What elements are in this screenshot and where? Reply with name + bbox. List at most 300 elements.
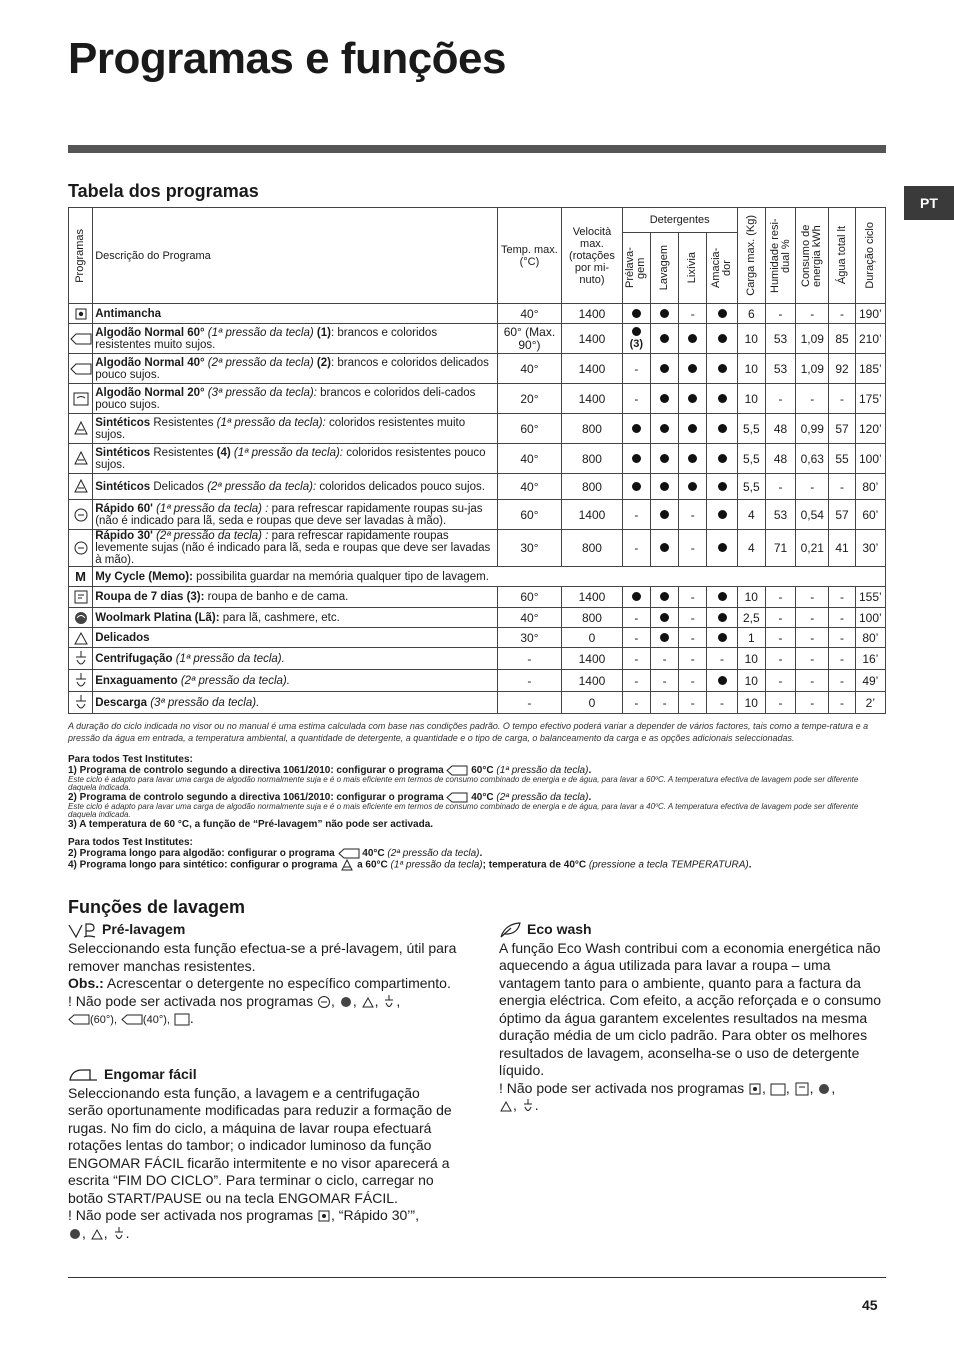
- cell-speed: 800: [562, 444, 623, 474]
- cell-ama: [707, 628, 737, 648]
- note-2b: 2) Programa longo para algodão: configurar o programa 40°C (2ª pressão da tecla).: [68, 848, 483, 860]
- cell-lix: [679, 324, 707, 354]
- cell-temp: 40°: [497, 444, 562, 474]
- cell-pre: [622, 587, 650, 608]
- table-row: [69, 608, 886, 628]
- col-detergentes: Detergentes: [622, 208, 737, 233]
- cell-dur: 190’: [855, 304, 885, 324]
- dot-mark: [632, 592, 641, 601]
- cell-speed: 1400: [562, 354, 623, 384]
- cell-agua: -: [829, 304, 855, 324]
- cell-ama: [707, 414, 737, 444]
- prewash-icon: [68, 921, 96, 939]
- dot-mark: [660, 543, 669, 552]
- cell-speed: 1400: [562, 500, 623, 530]
- engomar-warning: ! Não pode ser activada nos programas , “Rápido 30’”, , , .: [68, 1207, 419, 1241]
- program-description: Algodão Normal 40° (2ª pressão da tecla) (2): brancos e coloridos delicados pouco sujos.: [93, 354, 497, 384]
- ecowash-text: A função Eco Wash contribui com a economia energética não aquecendo a água utilizada para lavar a roupa – uma vantagem tanto para o ambiente, quanto para a factura da energia eléctrica. Com efeito, a acção reforçada e o consumo óptimo da água garantem excelentes resultados na mesma duração média de um ciclo padrão. Para obter os melhores resultados de lavagem, aconselha-se o uso de detergente líquido.: [499, 939, 882, 1078]
- program-description: Sintéticos Resistentes (4) (1ª pressão da tecla): coloridos resistentes pouco sujos.: [93, 444, 497, 474]
- dot-mark: [660, 364, 669, 373]
- cell-hum: -: [765, 304, 795, 324]
- cell-dur: 80’: [855, 628, 885, 648]
- cell-pre: -: [622, 354, 650, 384]
- cell-pre: -: [622, 670, 650, 692]
- cell-agua: -: [829, 384, 855, 414]
- cell-carga: 2,5: [737, 608, 765, 628]
- program-description: Rápido 60' (1ª pressão da tecla) : para refrescar rapidamente roupas su-jas (não é indicado para lã, seda e roupas que deve ser lavadas à mão).: [93, 500, 497, 530]
- col-lixivia: Lixívia: [679, 233, 707, 304]
- prelavagem-obs: Obs.: Acrescentar o detergente no específico compartimento.: [68, 975, 451, 991]
- spin-icon: [382, 994, 396, 1010]
- col-carga: Carga max. (Kg): [737, 208, 765, 304]
- function-ecowash: [499, 921, 887, 1115]
- cell-lix: [679, 474, 707, 500]
- cell-hum: -: [765, 384, 795, 414]
- dot-mark: [660, 309, 669, 318]
- col-lavagem: Lavagem: [650, 233, 678, 304]
- cell-dur: 175’: [855, 384, 885, 414]
- cell-temp: 40°: [497, 304, 562, 324]
- title-divider: [68, 145, 886, 153]
- cell-pre: [622, 444, 650, 474]
- program-description: Sintéticos Resistentes (1ª pressão da tecla): coloridos resistentes muito sujos.: [93, 414, 497, 444]
- program-description: Woolmark Platina (Lã): para lã, cashmere, etc.: [93, 608, 497, 628]
- cell-ama: [707, 444, 737, 474]
- dot-mark: [718, 613, 727, 622]
- cell-dur: 100’: [855, 608, 885, 628]
- ecowash-warning: ! Não pode ser activada nos programas , , , , , .: [499, 1079, 836, 1113]
- table-row: [69, 474, 886, 500]
- cell-agua: 55: [829, 444, 855, 474]
- functions-heading: Funções de lavagem: [68, 897, 246, 917]
- col-consumo: Consumo de energia kWh: [796, 208, 829, 304]
- cell-hum: -: [765, 587, 795, 608]
- cell-hum: 48: [765, 444, 795, 474]
- cell-lav: -: [650, 670, 678, 692]
- dot-mark: [632, 327, 641, 336]
- cell-pre: -: [622, 628, 650, 648]
- cell-pre: -: [622, 648, 650, 670]
- wool-icon: [68, 1227, 82, 1241]
- dot-mark: [718, 482, 727, 491]
- dot-mark: [718, 592, 727, 601]
- cell-hum: -: [765, 692, 795, 714]
- cell-dur: 155’: [855, 587, 885, 608]
- cell-carga: 5,5: [737, 414, 765, 444]
- note-1: 1) Programa de controlo segundo a directiva 1061/2010: configurar o programa 60°C (1ª pressão da tecla).: [68, 765, 592, 777]
- cell-hum: 71: [765, 530, 795, 567]
- cell-carga: 10: [737, 587, 765, 608]
- program-description: My Cycle (Memo): possibilita guardar na memória qualquer tipo de lavagem.: [93, 567, 886, 587]
- cell-cons: 0,63: [796, 444, 829, 474]
- cell-ama: [707, 474, 737, 500]
- cell-lix: -: [679, 648, 707, 670]
- prelavagem-title: Pré-lavagem: [102, 921, 186, 938]
- cell-ama: [707, 354, 737, 384]
- cell-agua: 57: [829, 500, 855, 530]
- cell-agua: 41: [829, 530, 855, 567]
- cell-speed: 1400: [562, 670, 623, 692]
- wool-icon: [817, 1082, 831, 1096]
- cell-lix: [679, 354, 707, 384]
- cell-dur: 210’: [855, 324, 885, 354]
- cell-carga: 4: [737, 530, 765, 567]
- cell-temp: 30°: [497, 530, 562, 567]
- cell-ama: [707, 530, 737, 567]
- 7days-icon: [69, 587, 93, 608]
- cell-dur: 16’: [855, 648, 885, 670]
- cell-cons: -: [796, 670, 829, 692]
- cell-speed: 1400: [562, 384, 623, 414]
- cell-dur: 100’: [855, 444, 885, 474]
- cell-carga: 10: [737, 384, 765, 414]
- cell-cons: 1,09: [796, 354, 829, 384]
- cell-temp: 40°: [497, 608, 562, 628]
- cell-cons: 0,99: [796, 414, 829, 444]
- cell-temp: 40°: [497, 474, 562, 500]
- cell-ama: [707, 500, 737, 530]
- program-description: Centrifugação (1ª pressão da tecla).: [93, 648, 497, 670]
- cell-lix: -: [679, 587, 707, 608]
- function-prelavagem: [68, 921, 458, 1030]
- footer-divider: [68, 1277, 886, 1278]
- dot-mark: [718, 309, 727, 318]
- dot-mark: [632, 309, 641, 318]
- cell-dur: 2’: [855, 692, 885, 714]
- ecowash-title: Eco wash: [527, 921, 592, 937]
- cell-cons: 0,54: [796, 500, 829, 530]
- cell-dur: 49’: [855, 670, 885, 692]
- program-description: Rápido 30' (2ª pressão da tecla) : para refrescar rapidamente roupas levemente sujas (não é indicado para lã, seda e roupas que deve ser lavadas à mão).: [93, 530, 497, 567]
- dot-mark: [660, 334, 669, 343]
- dot-mark: [688, 482, 697, 491]
- table-row: [69, 670, 886, 692]
- program-description: Algodão Normal 60° (1ª pressão da tecla) (1): brancos e coloridos resistentes muito sujos.: [93, 324, 497, 354]
- note-1-detail: Este ciclo é adapto para lavar uma carga de algodão normalmente suja e é o mais eficiente em termos de consumo combinado de energia e de água, para lavar a 60ºC. A temperatura efectiva de lavagem pode ser diferente daquela indicada.: [68, 775, 859, 793]
- col-humidade: Humidade resi-dual %: [765, 208, 795, 304]
- dot-mark: [660, 613, 669, 622]
- memo-icon: M: [69, 567, 93, 587]
- cell-cons: -: [796, 628, 829, 648]
- cell-ama: -: [707, 692, 737, 714]
- table-row: [69, 587, 886, 608]
- cell-pre: [622, 304, 650, 324]
- rapid-icon: [317, 995, 331, 1009]
- cell-lix: [679, 414, 707, 444]
- dot-mark: [718, 543, 727, 552]
- wool-icon: [339, 995, 353, 1009]
- cell-temp: 60°: [497, 500, 562, 530]
- table-row: [69, 444, 886, 474]
- table-row: [69, 354, 886, 384]
- cell-pre: (3): [622, 324, 650, 354]
- cell-agua: -: [829, 628, 855, 648]
- stain-icon: [317, 1209, 331, 1223]
- table-row: [69, 628, 886, 648]
- dot-mark: [718, 394, 727, 403]
- programs-table: [68, 207, 886, 714]
- cell-carga: 5,5: [737, 444, 765, 474]
- page-number: 45: [862, 1297, 878, 1313]
- function-engomar: [68, 1066, 458, 1242]
- program-description: Algodão Normal 20° (3ª pressão da tecla): brancos e coloridos deli-cados pouco sujos.: [93, 384, 497, 414]
- cell-dur: 60’: [855, 500, 885, 530]
- cell-carga: 5,5: [737, 474, 765, 500]
- synthetics-icon: [340, 859, 354, 871]
- cell-hum: -: [765, 648, 795, 670]
- delicate-icon: [499, 1099, 513, 1113]
- dot-mark: [688, 334, 697, 343]
- cell-hum: -: [765, 608, 795, 628]
- prelavagem-warning: ! Não pode ser activada nos programas , , , , (60°), (40°), .: [68, 992, 401, 1026]
- cell-agua: -: [829, 692, 855, 714]
- cell-lix: -: [679, 304, 707, 324]
- synthetics-icon: [69, 444, 93, 474]
- cell-cons: -: [796, 304, 829, 324]
- cell-lav: [650, 354, 678, 384]
- cell-temp: 20°: [497, 384, 562, 414]
- cell-lav: [650, 587, 678, 608]
- notes-header-1: Para todos Test Institutes:: [68, 754, 193, 765]
- cell-lav: [650, 474, 678, 500]
- cell-hum: -: [765, 628, 795, 648]
- cell-pre: [622, 474, 650, 500]
- cell-agua: 92: [829, 354, 855, 384]
- stain-icon: [69, 304, 93, 324]
- cell-ama: [707, 670, 737, 692]
- table-row: [69, 567, 886, 587]
- col-duracao: Duração ciclo: [855, 208, 885, 304]
- cell-cons: -: [796, 474, 829, 500]
- synthetics-icon: [69, 414, 93, 444]
- cell-lix: -: [679, 628, 707, 648]
- cell-temp: -: [497, 648, 562, 670]
- cell-ama: [707, 587, 737, 608]
- language-tab: PT: [904, 186, 954, 220]
- cell-hum: 53: [765, 324, 795, 354]
- cell-agua: -: [829, 608, 855, 628]
- cotton-20-icon: [174, 1012, 190, 1026]
- dot-mark: [688, 364, 697, 373]
- program-description: Antimancha: [93, 304, 497, 324]
- cell-agua: -: [829, 587, 855, 608]
- cell-speed: 1400: [562, 324, 623, 354]
- delicate-icon: [69, 628, 93, 648]
- cell-speed: 800: [562, 474, 623, 500]
- dot-mark: [660, 424, 669, 433]
- program-description: Roupa de 7 dias (3): roupa de banho e de cama.: [93, 587, 497, 608]
- cell-dur: 185’: [855, 354, 885, 384]
- dot-mark: [632, 424, 641, 433]
- dot-mark: [632, 454, 641, 463]
- cell-agua: -: [829, 474, 855, 500]
- table-row: [69, 648, 886, 670]
- cell-speed: 800: [562, 608, 623, 628]
- table-row: [69, 692, 886, 714]
- cell-ama: [707, 304, 737, 324]
- col-prelavagem: Prélava-gem: [622, 233, 650, 304]
- spin-icon: [112, 1226, 126, 1242]
- cotton-20-icon: [69, 384, 93, 414]
- cell-lav: [650, 324, 678, 354]
- cell-temp: 60°: [497, 414, 562, 444]
- cell-lav: [650, 628, 678, 648]
- cotton-tub-icon: [338, 848, 360, 859]
- cell-dur: 30’: [855, 530, 885, 567]
- cell-carga: 10: [737, 354, 765, 384]
- leaf-icon: [499, 922, 521, 938]
- dot-mark: [660, 510, 669, 519]
- prelavagem-text: Seleccionando esta função efectua-se a pré-lavagem, útil para remover manchas resistentes.: [68, 940, 457, 974]
- cotton-tub-icon: [121, 1014, 143, 1025]
- cell-cons: -: [796, 384, 829, 414]
- cell-pre: -: [622, 608, 650, 628]
- table-row: [69, 500, 886, 530]
- page-title: Programas e funções: [68, 34, 506, 83]
- dot-mark: [718, 510, 727, 519]
- cell-speed: 800: [562, 414, 623, 444]
- cell-lav: [650, 384, 678, 414]
- engomar-text: Seleccionando esta função, a lavagem e a centrifugação serão oportunamente modificadas para reduzir a formação de rugas. No fim do ciclo, a máquina de lavar roupa efectuará rotações lentas do tambor; o indicador luminoso da função ENGOMAR FÁCIL ficarão intermitente e no visor aparecerá a escrita “FIM DO CICLO”. Para terminar o ciclo, carregar no botão START/PAUSE ou na tecla ENGOMAR FÁCIL.: [68, 1084, 452, 1206]
- stain-icon: [748, 1082, 762, 1096]
- dot-mark: [718, 424, 727, 433]
- cell-lix: [679, 444, 707, 474]
- note-2: 2) Programa de controlo segundo a directiva 1061/2010: configurar o programa 40°C (2ª pressão da tecla).: [68, 792, 592, 804]
- table-row: [69, 384, 886, 414]
- cell-ama: [707, 384, 737, 414]
- col-agua: Água total lt: [829, 208, 855, 304]
- 7days-icon: [794, 1082, 810, 1096]
- cell-lav: [650, 530, 678, 567]
- cell-speed: 0: [562, 628, 623, 648]
- cell-lav: [650, 444, 678, 474]
- cell-hum: 53: [765, 354, 795, 384]
- dot-mark: [660, 592, 669, 601]
- cell-agua: 85: [829, 324, 855, 354]
- dot-mark: [632, 482, 641, 491]
- cell-hum: 53: [765, 500, 795, 530]
- col-amaciador: Amacia-dor: [707, 233, 737, 304]
- cell-temp: 30°: [497, 628, 562, 648]
- spin-icon: [521, 1098, 535, 1114]
- cell-temp: 60°: [497, 587, 562, 608]
- cell-cons: -: [796, 587, 829, 608]
- cell-agua: 57: [829, 414, 855, 444]
- dot-mark: [660, 633, 669, 642]
- cell-pre: -: [622, 384, 650, 414]
- table-row: [69, 304, 886, 324]
- col-temp: Temp. max. (°C): [497, 208, 562, 304]
- cell-lix: -: [679, 692, 707, 714]
- table-row: [69, 324, 886, 354]
- rapid-icon: [69, 530, 93, 567]
- cell-hum: 48: [765, 414, 795, 444]
- dot-mark: [688, 454, 697, 463]
- test-institute-notes: [68, 754, 886, 871]
- cell-carga: 6: [737, 304, 765, 324]
- col-descricao: Descrição do Programa: [93, 208, 497, 304]
- cell-lix: [679, 384, 707, 414]
- cell-lav: [650, 500, 678, 530]
- iron-icon: [68, 1067, 98, 1083]
- spin-icon: [69, 648, 93, 670]
- program-description: Descarga (3ª pressão da tecla).: [93, 692, 497, 714]
- program-description: Sintéticos Delicados (2ª pressão da tecla): coloridos delicados pouco sujos.: [93, 474, 497, 500]
- cell-speed: 1400: [562, 587, 623, 608]
- cell-carga: 10: [737, 648, 765, 670]
- synthetics-icon: [69, 474, 93, 500]
- cell-lav: -: [650, 692, 678, 714]
- dot-mark: [660, 454, 669, 463]
- cell-lix: -: [679, 608, 707, 628]
- cell-temp: 40°: [497, 354, 562, 384]
- delicate-icon: [361, 995, 375, 1009]
- notes-header-2: Para todos Test Institutes:: [68, 837, 193, 849]
- cell-speed: 1400: [562, 304, 623, 324]
- cell-pre: -: [622, 692, 650, 714]
- cell-carga: 10: [737, 324, 765, 354]
- engomar-title: Engomar fácil: [104, 1066, 197, 1082]
- dot-mark: [660, 482, 669, 491]
- cell-lav: [650, 414, 678, 444]
- cell-lav: [650, 608, 678, 628]
- dot-mark: [660, 394, 669, 403]
- cell-speed: 800: [562, 530, 623, 567]
- cell-temp: -: [497, 670, 562, 692]
- cell-hum: -: [765, 670, 795, 692]
- cell-cons: -: [796, 648, 829, 670]
- cell-cons: -: [796, 608, 829, 628]
- cell-cons: -: [796, 692, 829, 714]
- delicate-icon: [90, 1227, 104, 1241]
- dot-mark: [688, 394, 697, 403]
- dot-mark: [718, 633, 727, 642]
- cell-carga: 1: [737, 628, 765, 648]
- table-heading: Tabela dos programas: [68, 181, 259, 201]
- dot-mark: [718, 676, 727, 685]
- cell-carga: 10: [737, 670, 765, 692]
- cotton-20-icon: [770, 1082, 786, 1096]
- col-programas: Programas: [69, 208, 93, 304]
- col-velocidade: Velocità max. (rotações por mi-nuto): [562, 208, 623, 304]
- table-row: [69, 414, 886, 444]
- cell-ama: [707, 324, 737, 354]
- dot-mark: [718, 454, 727, 463]
- cell-pre: [622, 414, 650, 444]
- cell-speed: 0: [562, 692, 623, 714]
- cell-carga: 10: [737, 692, 765, 714]
- cotton-tub-icon: [68, 1014, 90, 1025]
- table-footnote: A duração do ciclo indicada no visor ou no manual é uma estima calculada com base nas condições padrão. O tempo efectivo poderá variar a depender de vários factores, tais como a tempe-ratura e a pressão da água em entrada, a temperatura ambiental, a quantidade de detergente, a quantidade e o tipo de carga, o balanceamento da carga e as opções adicionais seleccionadas.: [68, 721, 869, 743]
- cell-lix: -: [679, 670, 707, 692]
- cell-lix: -: [679, 530, 707, 567]
- note-3: 3) A temperatura de 60 °C, a função de “Pré-lavagem” não pode ser activada.: [68, 819, 434, 831]
- dot-mark: [718, 364, 727, 373]
- cell-dur: 120’: [855, 414, 885, 444]
- cell-cons: 0,21: [796, 530, 829, 567]
- cell-temp: -: [497, 692, 562, 714]
- spin-icon: [69, 670, 93, 692]
- cell-dur: 80’: [855, 474, 885, 500]
- cell-cons: 1,09: [796, 324, 829, 354]
- cell-hum: -: [765, 474, 795, 500]
- table-row: [69, 530, 886, 567]
- program-description: Delicados: [93, 628, 497, 648]
- cell-carga: 4: [737, 500, 765, 530]
- cotton-tub-icon: [69, 354, 93, 384]
- note-4: 4) Programa longo para sintético: configurar o programa a 60°C (1ª pressão da tecla); temperatura de 40°C (pressione a tecla TEMPERATURA).: [68, 860, 752, 872]
- cell-pre: -: [622, 500, 650, 530]
